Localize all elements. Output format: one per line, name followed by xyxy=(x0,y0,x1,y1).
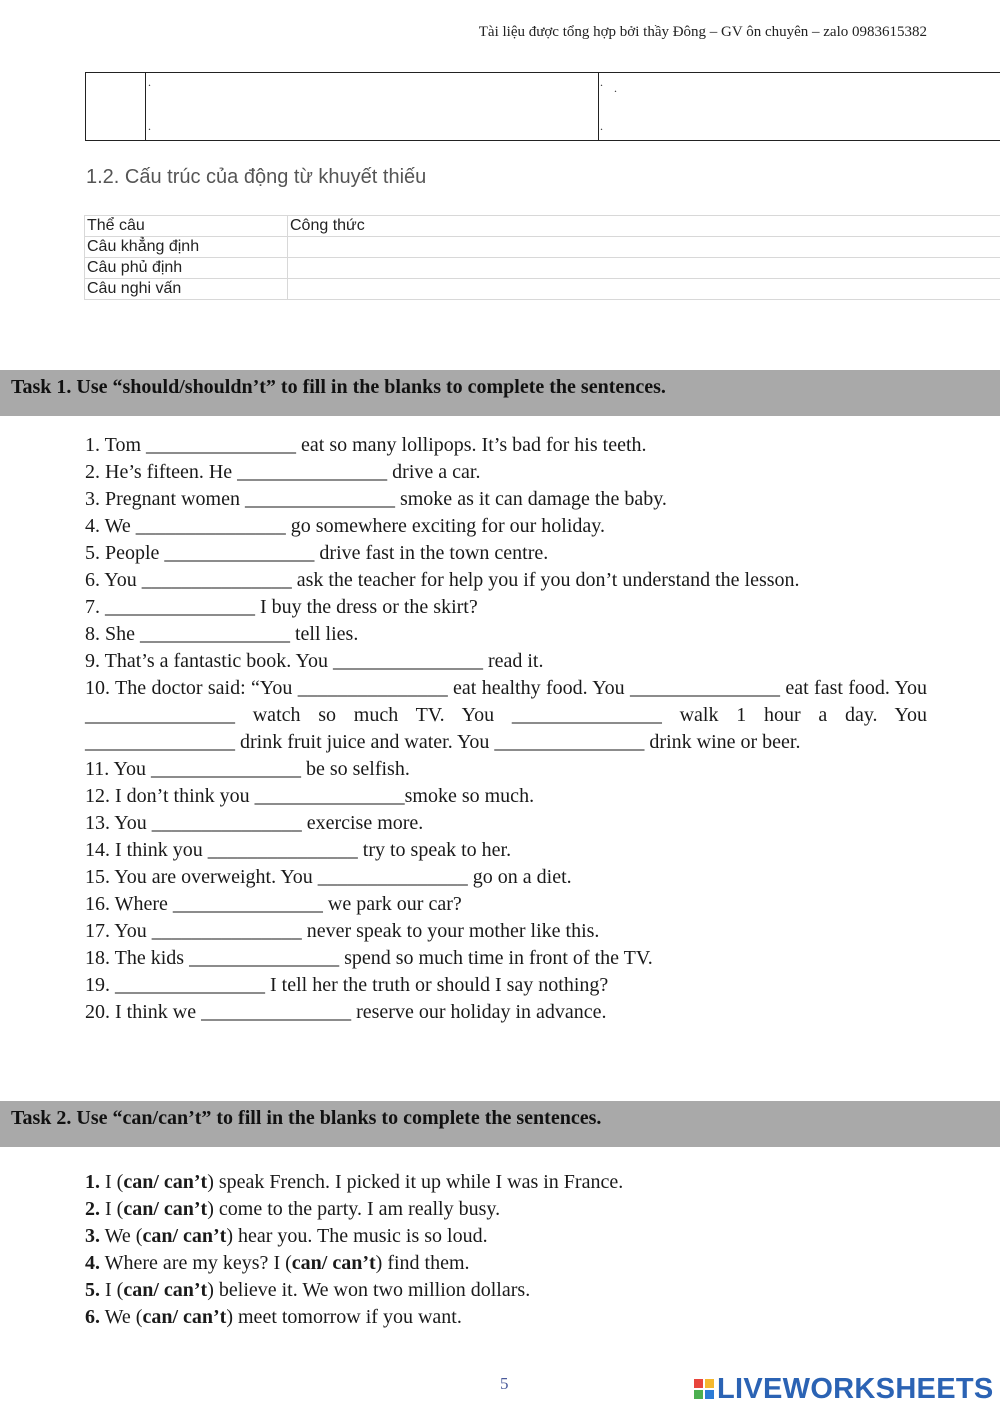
liveworksheets-logo[interactable] xyxy=(693,1372,994,1406)
question-text: ) find them. xyxy=(375,1252,470,1274)
question-text: We ( xyxy=(100,1306,143,1328)
question-text: We ( xyxy=(100,1225,143,1247)
question-item: 16. Where _______________ we park our car? xyxy=(85,893,462,915)
table-cell: Câu nghi vấn xyxy=(85,279,288,300)
question-item xyxy=(85,1196,927,1223)
question-text: ) speak French. I picked it up while I was in France. xyxy=(207,1171,624,1193)
question-number: 6. xyxy=(85,1306,100,1328)
table-row xyxy=(85,258,1000,279)
task1-title: Task 1. Use “should/shouldn’t” to fill in the blanks to complete the sentences. xyxy=(0,370,1000,416)
question-text: I ( xyxy=(100,1171,124,1193)
table-divider xyxy=(598,73,599,140)
question-item xyxy=(85,1169,927,1196)
logo-icon xyxy=(693,1378,715,1400)
section-title: 1.2. Cấu trúc của động từ khuyết thiếu xyxy=(86,166,427,188)
formula-cell[interactable] xyxy=(288,237,1000,258)
task1-question-list xyxy=(85,432,927,1026)
question-item: 13. You _______________ exercise more. xyxy=(85,812,424,834)
question-item: 1. Tom _______________ eat so many lollipops. It’s bad for his teeth. xyxy=(85,434,647,456)
question-text: ) come to the party. I am really busy. xyxy=(207,1198,501,1220)
question-item: 4. We _______________ go somewhere exciting for our holiday. xyxy=(85,515,605,537)
task2-title: Task 2. Use “can/can’t” to fill in the blanks to complete the sentences. xyxy=(0,1101,1000,1147)
question-item: 10. The doctor said: “You _______________ eat healthy food. You _______________ eat fast food. You _______________ watch so much TV. You _______________ walk 1 hour a day. You _______________ drink fruit juice and water. You _______________ drink wine or beer. xyxy=(85,677,927,753)
question-number: 5. xyxy=(85,1279,100,1301)
logo-text: LIVEWORKSHEETS xyxy=(717,1372,994,1405)
table-dot: . xyxy=(148,75,151,89)
table-header-cell: Thể câu xyxy=(85,216,288,237)
table-header-cell: Công thức xyxy=(288,216,1000,237)
question-item: 9. That’s a fantastic book. You _______________ read it. xyxy=(85,650,544,672)
question-item: 18. The kids _______________ spend so much time in front of the TV. xyxy=(85,947,653,969)
question-text: ) believe it. We won two million dollars. xyxy=(207,1279,531,1301)
question-number: 1. xyxy=(85,1171,100,1193)
question-item xyxy=(85,1250,927,1277)
question-item: 20. I think we _______________ reserve our holiday in advance. xyxy=(85,1001,607,1023)
logo-square xyxy=(704,1378,715,1389)
task2-question-list xyxy=(85,1169,927,1331)
table-dot: . xyxy=(600,119,603,133)
question-item xyxy=(85,1304,927,1331)
question-item xyxy=(85,1277,927,1304)
formula-cell[interactable] xyxy=(288,279,1000,300)
choice-option[interactable]: can/ can’t xyxy=(123,1198,208,1220)
question-item: 19. _______________ I tell her the truth or should I say nothing? xyxy=(85,974,609,996)
question-item: 3. Pregnant women _______________ smoke as it can damage the baby. xyxy=(85,488,667,510)
choice-option[interactable]: can/ can’t xyxy=(123,1279,208,1301)
question-item: 15. You are overweight. You _______________ go on a diet. xyxy=(85,866,572,888)
table-dot: . xyxy=(614,81,617,95)
logo-square xyxy=(693,1378,704,1389)
structure-table xyxy=(84,215,1000,300)
table-dot: . xyxy=(600,75,603,89)
question-item: 17. You _______________ never speak to your mother like this. xyxy=(85,920,600,942)
question-text: Where are my keys? I ( xyxy=(100,1252,292,1274)
top-table xyxy=(85,72,1000,141)
table-cell: Câu phủ định xyxy=(85,258,288,279)
question-text: I ( xyxy=(100,1198,124,1220)
choice-option[interactable]: can/ can’t xyxy=(142,1306,227,1328)
page-header: Tài liệu được tổng hợp bởi thầy Đông – GV ôn chuyên – zalo 0983615382 xyxy=(478,24,927,40)
table-row xyxy=(85,216,1000,237)
question-item: 5. People _______________ drive fast in the town centre. xyxy=(85,542,549,564)
question-item: 11. You _______________ be so selfish. xyxy=(85,758,410,780)
logo-square xyxy=(704,1389,715,1400)
page-number: 5 xyxy=(500,1374,509,1393)
question-number: 2. xyxy=(85,1198,100,1220)
question-text: ) hear you. The music is so loud. xyxy=(226,1225,488,1247)
table-divider xyxy=(145,73,146,140)
question-item: 2. He’s fifteen. He _______________ drive a car. xyxy=(85,461,481,483)
question-item: 7. _______________ I buy the dress or the skirt? xyxy=(85,596,478,618)
question-item xyxy=(85,1223,927,1250)
question-number: 3. xyxy=(85,1225,100,1247)
formula-cell[interactable] xyxy=(288,258,1000,279)
table-row xyxy=(85,279,1000,300)
choice-option[interactable]: can/ can’t xyxy=(142,1225,227,1247)
question-text: I ( xyxy=(100,1279,124,1301)
question-item: 6. You _______________ ask the teacher for help you if you don’t understand the lesson. xyxy=(85,569,800,591)
question-item: 8. She _______________ tell lies. xyxy=(85,623,359,645)
choice-option[interactable]: can/ can’t xyxy=(291,1252,376,1274)
table-dot: . xyxy=(148,119,151,133)
choice-option[interactable]: can/ can’t xyxy=(123,1171,208,1193)
question-item: 14. I think you _______________ try to speak to her. xyxy=(85,839,512,861)
table-row xyxy=(85,237,1000,258)
logo-square xyxy=(693,1389,704,1400)
question-number: 4. xyxy=(85,1252,100,1274)
table-cell: Câu khẳng định xyxy=(85,237,288,258)
question-text: ) meet tomorrow if you want. xyxy=(226,1306,462,1328)
question-item: 12. I don’t think you _______________smoke so much. xyxy=(85,785,535,807)
